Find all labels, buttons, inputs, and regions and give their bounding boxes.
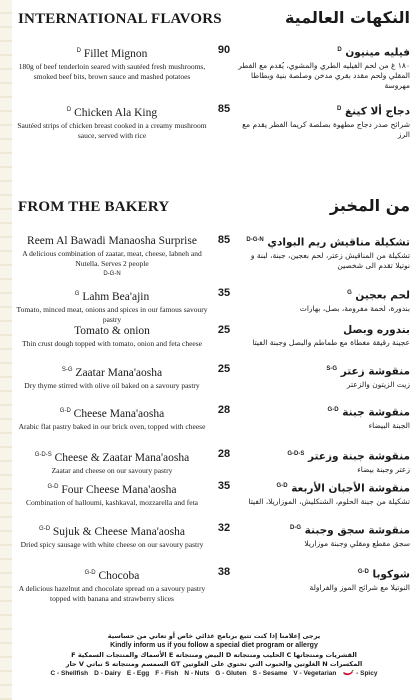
footer-note-en: Kindly inform us if you follow a special diet program or allergy	[110, 642, 318, 649]
item-desc-en: A delicious hazelnut and chocolate spread on a savoury pastry topped with banana and strawberry slices	[18, 583, 206, 603]
footer-note-ar: يرجى إعلامنا إذا كنت تتبع برنامج غذائي خاص أو تعاني من حساسية	[107, 632, 321, 640]
allergen-tags: G-D	[47, 484, 59, 490]
item-desc-ar: تشكيلة من المناقيش زعتر، لحم بعجين، جبنة، لبنة و نوتيلا تقدم الى شخصين	[250, 250, 410, 270]
item-desc-en: Sautéed strips of chicken breast cooked in a creamy mushroom sauce, served with rice	[17, 120, 207, 140]
item-name-en: $^D$ Fillet Mignon	[76, 47, 148, 60]
item-desc-en: Dry thyme stirred with olive oil baked on a savoury pastry	[24, 380, 200, 390]
allergen-tags: G-D-S	[287, 451, 305, 457]
item-desc-ar: زيت الزيتون والزعتر	[346, 379, 410, 389]
item-desc-ar: ١٨٠ غ من لحم الفيليه الطري والمشوي، يُقدم مع الفطر المقلي ولحم مقدد بقري مدخن وصلصة بنية وبطاطا مهروسة	[238, 60, 410, 90]
item-desc-ar: زعتر وجبنة بيضاء	[357, 464, 410, 474]
allergen-tags: G-D	[39, 526, 51, 532]
item-name-en: Tomato & onion	[74, 325, 150, 337]
allergen-tags: S-G	[61, 367, 73, 373]
item-name-en: Reem Al Bawadi Manaosha Surprise	[27, 235, 197, 247]
item-name-en: $^{G-D}$ Cheese Mana'aosha	[59, 407, 165, 420]
allergen-tags: G-D-S	[34, 452, 52, 458]
item-price: 28	[217, 404, 231, 416]
legend-item: N - Nuts	[184, 670, 210, 677]
allergen-tags: G-D	[276, 483, 288, 489]
item-price: 35	[217, 480, 231, 492]
item-name-en: $^{G-D}$ Sujuk & Cheese Mana'aosha	[39, 525, 185, 538]
item-desc-ar: شرائح صدر دجاج مطهوة بصلصة كريما الفطر يقدم مع الرز	[242, 119, 410, 139]
menu-page	[14, 0, 414, 700]
item-desc-en: A delicious combination of zaatar, meat, cheese, labneh and Nutella. Serves 2 people $^{D-G-N}$	[22, 249, 202, 277]
allergen-tags: D	[66, 107, 72, 113]
item-name-ar: فيليه مينيون $^D$	[337, 46, 410, 59]
item-price: 35	[217, 287, 231, 299]
allergen-tags: G-D	[59, 408, 71, 414]
item-name-en: $^{G-D-S}$ Cheese & Zaatar Mana'aosha	[34, 451, 190, 464]
item-price: 32	[217, 522, 231, 534]
allergen-tags: D	[337, 47, 342, 53]
legend-item: E - Egg	[126, 670, 150, 677]
footer-legend-ar-1: القشريات ومنتجاتها C الحليب ومنتجاته D البيض ومنتجاته E الأسماك والمنتجات السمكية F	[71, 651, 357, 659]
allergen-tags: G	[74, 291, 80, 297]
item-price: 25	[217, 363, 231, 375]
legend-item-spicy: - Spicy	[342, 670, 377, 677]
item-desc-ar: سجق مقطع ومقلي وجبنة موزاريلا	[304, 538, 410, 548]
allergy-footer	[14, 632, 414, 677]
item-name-ar: منقوشة جبنة $^{G-D}$	[327, 406, 410, 419]
legend-item: D - Dairy	[94, 670, 121, 677]
allergen-tags: D-G-N	[103, 271, 121, 277]
item-name-en: $^{G-D}$ Four Cheese Mana'aosha	[47, 483, 177, 496]
allergen-tags: G-D	[84, 570, 96, 576]
item-price: 85	[217, 103, 231, 115]
item-name-ar: منقوشة سجق وجبنة $^{D-G}$	[290, 524, 410, 537]
section-header-international	[14, 8, 414, 37]
item-desc-en: Zaatar and cheese on our savoury pastry	[51, 465, 173, 475]
item-desc-en: Arabic flat pastry baked in our brick oven, topped with cheese	[18, 421, 206, 431]
allergen-tags: D	[336, 106, 342, 112]
allergen-tags: D-G	[290, 525, 302, 531]
item-name-en: $^{G-D}$ Chocoba	[84, 569, 140, 582]
item-name-en: $^{S-G}$ Zaatar Mana'aosha	[61, 366, 163, 379]
item-desc-ar: النوتيلا مع شرائح الموز والفراولة	[309, 582, 410, 592]
item-name-ar: بندوره وبصل	[343, 324, 410, 336]
section-title-ar: من المخبز	[329, 196, 410, 215]
item-name-ar: شوكوبا $^{G-D}$	[357, 568, 410, 581]
item-name-ar: تشكيلة مناقيش ريم البوادي $^{D-G-N}$	[246, 236, 410, 249]
footer-legend-ar-2: المكسرات N الغلوتين والحبوب التي تحتوي على الغلوتين GT السمسم ومنتجاته S نباتي V حار	[65, 660, 363, 668]
decorative-border	[0, 0, 12, 700]
item-price: 25	[217, 324, 231, 336]
item-price: 38	[217, 566, 231, 578]
item-desc-en: Tomato, minced meat, onions and spices in our famous savoury pastry	[16, 304, 208, 324]
allergen-tags: D-G-N	[246, 237, 264, 243]
item-desc-en: Combination of halloumi, kashkaval, mozzarella and feta	[25, 497, 199, 507]
item-name-en: $^D$ Chicken Ala King	[66, 106, 158, 119]
section-header-bakery	[14, 196, 414, 225]
section-title-ar: النكهات العالمية	[284, 8, 410, 27]
allergen-tags: G	[347, 290, 352, 296]
legend-item: S - Sesame	[252, 670, 288, 677]
item-name-en: $^G$ Lahm Bea'ajin	[74, 290, 150, 303]
item-price: 90	[217, 44, 231, 56]
chili-pepper-icon	[342, 670, 354, 677]
item-desc-ar: الجبنة البيضاء	[368, 420, 410, 430]
item-desc-en: Thin crust dough topped with tomato, onion and feta cheese	[22, 339, 202, 348]
item-name-ar: دجاج ألا كينغ $^D$	[336, 105, 410, 118]
allergen-tags: G-D	[327, 407, 339, 413]
legend-item: F - Fish	[155, 670, 179, 677]
allergen-tags: S-G	[326, 366, 338, 372]
item-desc-ar: تشكيلة من جبنة الحلوم، الشنكليش، الموزاريلا، الفيتا	[248, 496, 410, 506]
item-name-ar: منقوشة جبنة وزعتر $^{G-D-S}$	[287, 450, 410, 463]
allergen-tags: D	[76, 48, 81, 54]
item-name-ar: منقوشة زعتر $^{S-G}$	[326, 365, 410, 378]
legend-item: G - Gluten	[215, 670, 247, 677]
item-name-ar: منقوشة الأجبان الأربعة $^{G-D}$	[276, 482, 410, 495]
item-desc-ar: عجينة رقيقة مغطاة مع طماطم والبصل وجبنة الفيتا	[252, 338, 410, 347]
section-title-en: FROM THE BAKERY	[18, 199, 170, 215]
item-desc-en: Dried spicy sausage with white cheese on our savoury pastry	[20, 539, 204, 549]
item-desc-en: 180g of beef tenderloin seared with sautéed fresh mushrooms, smoked beef bits, brown sauce and mashed potatoes	[18, 61, 206, 81]
item-name-ar: لحم بعجين $^G$	[347, 289, 410, 302]
item-price: 85	[217, 234, 231, 246]
item-desc-ar: بندورة، لحمة مفرومة، بصل، بهارات	[299, 303, 410, 313]
allergen-legend	[14, 670, 414, 677]
legend-item: C - Shellfish	[50, 670, 89, 677]
item-price: 28	[217, 448, 231, 460]
section-title-en: INTERNATIONAL FLAVORS	[18, 11, 222, 27]
legend-item: V - Vegetarian	[293, 670, 337, 677]
allergen-tags: G-D	[357, 569, 369, 575]
